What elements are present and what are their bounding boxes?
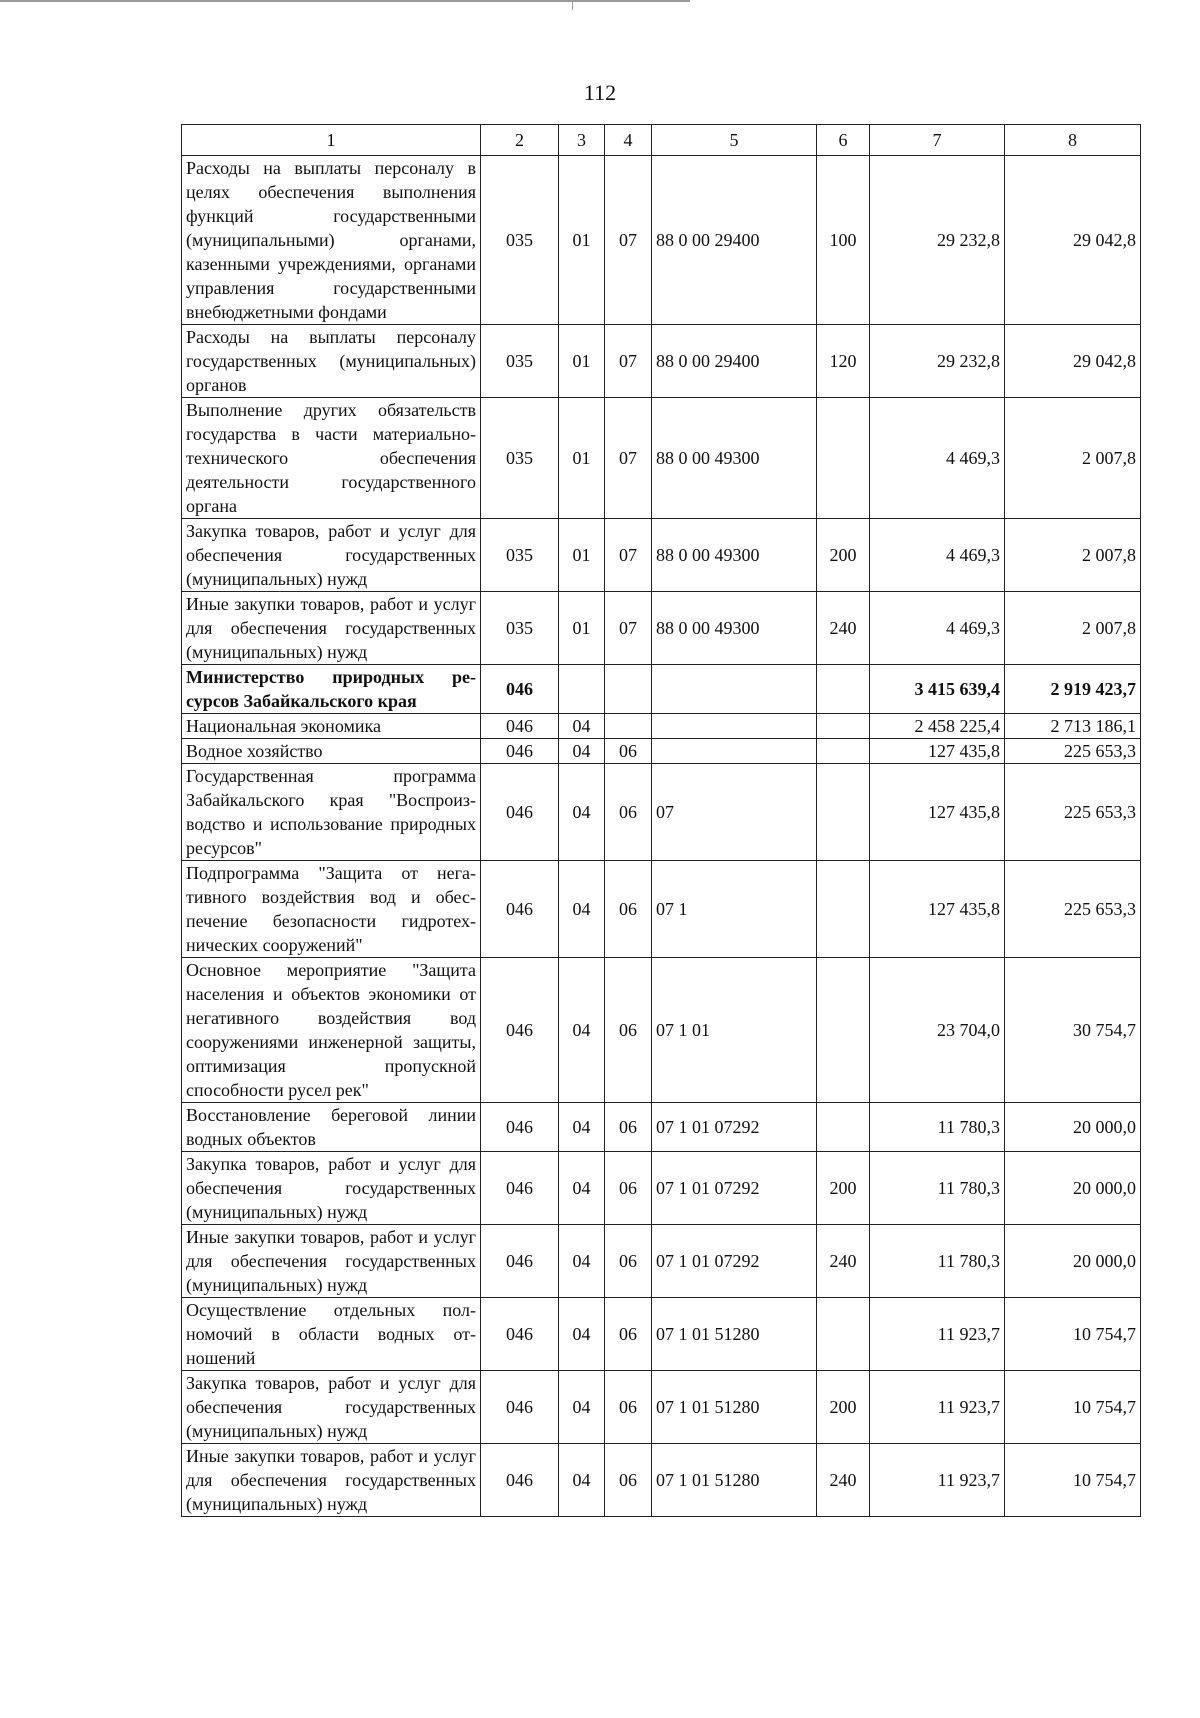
row-amount-year-1: 11 923,7 [870,1298,1005,1371]
row-section-code: 04 [559,1371,605,1444]
row-name-cell: Водное хозяйство [182,739,481,764]
budget-table [181,124,1141,1517]
row-expense-type [817,958,870,1103]
row-ministry-code: 046 [481,764,559,861]
row-amount-year-2: 225 653,3 [1005,764,1141,861]
column-header: 6 [817,125,870,156]
row-section-code: 04 [559,714,605,739]
row-amount-year-2: 20 000,0 [1005,1152,1141,1225]
row-section-code: 01 [559,592,605,665]
row-name-cell: Основное мероприятие "Защита населения и объектов экономики от негативного воздействия вод сооружениями инженерной защиты, оптимизация пропускной способности русел рек" [182,958,481,1103]
row-ministry-code: 046 [481,958,559,1103]
column-header: 2 [481,125,559,156]
row-target-article: 07 1 01 51280 [652,1444,817,1517]
row-amount-year-1: 11 923,7 [870,1371,1005,1444]
row-expense-type: 100 [817,156,870,325]
row-expense-type [817,714,870,739]
column-header: 8 [1005,125,1141,156]
row-amount-year-1: 11 923,7 [870,1444,1005,1517]
row-amount-year-1: 29 232,8 [870,156,1005,325]
row-expense-type [817,665,870,714]
scan-edge-line [0,0,690,2]
table-row [182,764,1141,861]
row-subsection-code [605,714,652,739]
table-row [182,1152,1141,1225]
table-header-row [182,125,1141,156]
table-row [182,519,1141,592]
row-subsection-code: 07 [605,156,652,325]
row-expense-type: 240 [817,1444,870,1517]
row-name-cell: Восстановление береговой линии водных объектов [182,1103,481,1152]
row-name-cell: Подпрограмма "Защита от негативного воздействия вод и обеспечение безопасности гидротехнических сооружений" [182,861,481,958]
row-section-code: 04 [559,764,605,861]
row-expense-type: 240 [817,592,870,665]
row-target-article: 07 1 01 51280 [652,1371,817,1444]
row-section-code [559,665,605,714]
row-name-cell: Расходы на выплаты персоналу государственных (муниципальных) органов [182,325,481,398]
table-row [182,958,1141,1103]
table-row [182,325,1141,398]
row-ministry-code: 046 [481,861,559,958]
row-ministry-code: 046 [481,665,559,714]
row-amount-year-2: 29 042,8 [1005,325,1141,398]
row-expense-type: 200 [817,1371,870,1444]
row-expense-type [817,764,870,861]
row-section-code: 01 [559,156,605,325]
row-amount-year-2: 2 007,8 [1005,519,1141,592]
row-subsection-code: 06 [605,1371,652,1444]
row-expense-type [817,1298,870,1371]
row-ministry-code: 035 [481,592,559,665]
row-subsection-code [605,665,652,714]
row-subsection-code: 06 [605,1444,652,1517]
row-name-cell: Закупка товаров, работ и услуг для обеспечения государственных (муниципальных) нужд [182,1152,481,1225]
table-row [182,861,1141,958]
row-amount-year-2: 2 007,8 [1005,398,1141,519]
column-header: 4 [605,125,652,156]
row-name-cell: Закупка товаров, работ и услуг для обеспечения государственных (муниципальных) нужд [182,519,481,592]
row-ministry-code: 046 [481,1103,559,1152]
row-ministry-code: 046 [481,1298,559,1371]
row-subsection-code: 06 [605,861,652,958]
row-expense-type: 120 [817,325,870,398]
row-amount-year-2: 10 754,7 [1005,1298,1141,1371]
column-header: 5 [652,125,817,156]
row-ministry-code: 046 [481,1371,559,1444]
row-name-cell: Выполнение других обязательств государства в части материально-технического обеспечения деятельности государственного органа [182,398,481,519]
row-amount-year-2: 225 653,3 [1005,739,1141,764]
row-target-article: 88 0 00 49300 [652,592,817,665]
row-ministry-code: 035 [481,519,559,592]
row-expense-type [817,398,870,519]
row-amount-year-2: 2 007,8 [1005,592,1141,665]
row-amount-year-1: 11 780,3 [870,1152,1005,1225]
row-amount-year-1: 11 780,3 [870,1103,1005,1152]
row-amount-year-2: 225 653,3 [1005,861,1141,958]
table-row [182,1444,1141,1517]
row-name-cell: Иные закупки товаров, работ и услуг для обеспечения государственных (муниципальных) нужд [182,592,481,665]
table-row [182,1371,1141,1444]
row-target-article: 07 1 01 [652,958,817,1103]
row-amount-year-1: 4 469,3 [870,592,1005,665]
row-section-code: 04 [559,1152,605,1225]
row-section-code: 04 [559,739,605,764]
table-row [182,665,1141,714]
row-target-article: 07 [652,764,817,861]
row-target-article: 07 1 [652,861,817,958]
row-target-article: 07 1 01 07292 [652,1225,817,1298]
row-target-article: 88 0 00 49300 [652,519,817,592]
row-subsection-code: 06 [605,1298,652,1371]
table-row [182,714,1141,739]
row-amount-year-1: 127 435,8 [870,764,1005,861]
row-ministry-code: 046 [481,1444,559,1517]
row-section-code: 04 [559,1103,605,1152]
row-amount-year-2: 29 042,8 [1005,156,1141,325]
table-row [182,156,1141,325]
column-header: 3 [559,125,605,156]
row-expense-type [817,739,870,764]
row-target-article [652,665,817,714]
row-target-article: 07 1 01 07292 [652,1103,817,1152]
column-header: 7 [870,125,1005,156]
row-amount-year-1: 4 469,3 [870,398,1005,519]
row-amount-year-2: 2 919 423,7 [1005,665,1141,714]
row-name-cell: Министерство природных ресурсов Забайкальского края [182,665,481,714]
row-subsection-code: 06 [605,1225,652,1298]
row-ministry-code: 035 [481,398,559,519]
row-ministry-code: 035 [481,325,559,398]
row-ministry-code: 046 [481,714,559,739]
table-row [182,739,1141,764]
row-name-cell: Закупка товаров, работ и услуг для обеспечения государственных (муниципальных) нужд [182,1371,481,1444]
row-section-code: 01 [559,325,605,398]
row-ministry-code: 035 [481,156,559,325]
row-amount-year-1: 11 780,3 [870,1225,1005,1298]
row-subsection-code: 07 [605,398,652,519]
row-amount-year-2: 2 713 186,1 [1005,714,1141,739]
row-name-cell: Иные закупки товаров, работ и услуг для обеспечения государственных (муниципальных) нужд [182,1444,481,1517]
row-amount-year-1: 4 469,3 [870,519,1005,592]
row-expense-type: 240 [817,1225,870,1298]
row-name-cell: Государственная программа Забайкальского края "Воспроизводство и использование природных ресурсов" [182,764,481,861]
row-ministry-code: 046 [481,1152,559,1225]
row-section-code: 04 [559,1444,605,1517]
row-ministry-code: 046 [481,1225,559,1298]
row-subsection-code: 06 [605,1103,652,1152]
row-name-cell: Расходы на выплаты персоналу в целях обеспечения выполнения функций государственными (муниципальными) органами, казенными учреждениями, органами управления государственными внебюджетными фондами [182,156,481,325]
row-name-cell: Иные закупки товаров, работ и услуг для обеспечения государственных (муниципальных) нужд [182,1225,481,1298]
row-section-code: 01 [559,519,605,592]
row-target-article [652,739,817,764]
table-row [182,1225,1141,1298]
row-amount-year-1: 2 458 225,4 [870,714,1005,739]
row-subsection-code: 06 [605,764,652,861]
row-amount-year-2: 20 000,0 [1005,1225,1141,1298]
row-amount-year-2: 10 754,7 [1005,1444,1141,1517]
row-section-code: 04 [559,958,605,1103]
row-amount-year-1: 127 435,8 [870,861,1005,958]
row-amount-year-1: 23 704,0 [870,958,1005,1103]
row-subsection-code: 07 [605,519,652,592]
row-subsection-code: 07 [605,325,652,398]
row-amount-year-1: 127 435,8 [870,739,1005,764]
page-number: 112 [583,80,617,105]
row-expense-type: 200 [817,519,870,592]
row-name-cell: Осуществление отдельных полномочий в области водных отношений [182,1298,481,1371]
table-row [182,1298,1141,1371]
row-target-article: 88 0 00 29400 [652,156,817,325]
table-row [182,592,1141,665]
row-section-code: 04 [559,1225,605,1298]
row-target-article: 88 0 00 49300 [652,398,817,519]
row-expense-type [817,1103,870,1152]
row-target-article [652,714,817,739]
row-target-article: 07 1 01 07292 [652,1152,817,1225]
row-subsection-code: 06 [605,958,652,1103]
row-target-article: 88 0 00 29400 [652,325,817,398]
row-amount-year-2: 30 754,7 [1005,958,1141,1103]
row-section-code: 04 [559,1298,605,1371]
row-amount-year-1: 3 415 639,4 [870,665,1005,714]
row-expense-type [817,861,870,958]
row-section-code: 04 [559,861,605,958]
row-amount-year-2: 20 000,0 [1005,1103,1141,1152]
row-amount-year-1: 29 232,8 [870,325,1005,398]
table-row [182,1103,1141,1152]
row-ministry-code: 046 [481,739,559,764]
table-row [182,398,1141,519]
row-expense-type: 200 [817,1152,870,1225]
column-header: 1 [182,125,481,156]
row-section-code: 01 [559,398,605,519]
row-name-cell: Национальная экономика [182,714,481,739]
scan-edge-tick [572,0,573,10]
row-amount-year-2: 10 754,7 [1005,1371,1141,1444]
row-subsection-code: 07 [605,592,652,665]
row-target-article: 07 1 01 51280 [652,1298,817,1371]
row-subsection-code: 06 [605,739,652,764]
row-subsection-code: 06 [605,1152,652,1225]
